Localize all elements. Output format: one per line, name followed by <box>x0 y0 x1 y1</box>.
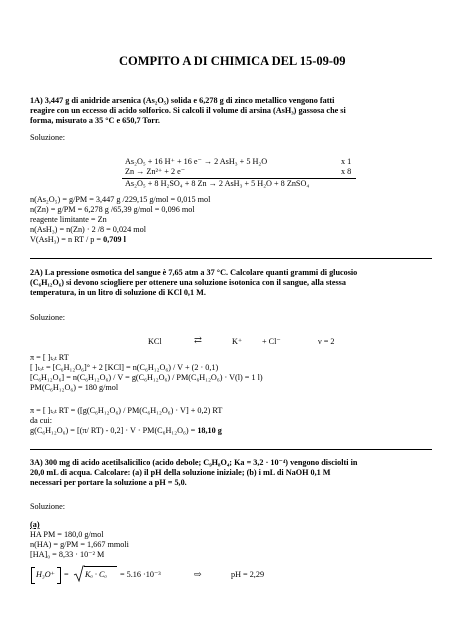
ex2-van-t-hoff-factor: ν = 2 <box>318 337 335 346</box>
ex2-soluzione-label: Soluzione: <box>30 313 66 322</box>
ex1-overall-reaction: As₂O₅ + 8 H₂SO₄ + 8 Zn → 2 AsH₃ + 5 H₂O + 8 ZnSO₄ <box>125 179 310 188</box>
ex3-h3o-label: H₃O⁺ <box>36 570 55 579</box>
ex1-soluzione-label: Soluzione: <box>30 133 66 142</box>
ex1-half-reaction-2: Zn → Zn²⁺ + 2 e⁻ <box>125 167 186 176</box>
ex1-question-line3: forma, misurato a 35 °C e 650,7 Torr. <box>30 116 160 125</box>
ex2-dissociation-kcl: KCl <box>148 337 162 346</box>
ex3-question-line1: 3A) 300 mg di acido acetilsalicilico (acido debole; C₉H₈O₄; Ka = 3,2 · 10⁻⁴) vengono disciolti in <box>30 458 358 467</box>
ex2-question-line2: (C₆H₁₂O₆) si devono sciogliere per ottenere una soluzione isotonica con il sangue, alla stessa <box>30 278 346 287</box>
ex1-line-3: reagente limitante = Zn <box>30 215 107 224</box>
ex3-soluzione-label: Soluzione: <box>30 502 66 511</box>
ex1-half-reaction-1: As₂O₅ + 16 H⁺ + 16 e⁻ → 2 AsH₃ + 5 H₂O <box>125 157 268 166</box>
separator-2 <box>30 449 432 450</box>
ex2-line-1: π = [ ]ₜₒₜ RT <box>30 353 69 362</box>
square-root-icon <box>73 565 85 583</box>
page-title: COMPITO A DI CHIMICA DEL 15-09-09 <box>119 54 346 68</box>
right-bracket-icon <box>57 567 61 584</box>
ex1-result: 0,709 l <box>103 235 126 244</box>
ex1-question-line2: reagire con un eccesso di acido solforico. Si calcoli il volume di arsina (AsH₃) gassosa che si <box>30 106 346 115</box>
ex1-multiplier-1: x 1 <box>341 157 352 166</box>
ex1-line-1: n(As₂O₅) = g/PM = 3,447 g /229,15 g/mol = 0,015 mol <box>30 195 211 204</box>
ex3-line-2: n(HA) = g/PM = 1,667 mmoli <box>30 540 129 549</box>
separator-1 <box>30 258 432 259</box>
ex1-line-2: n(Zn) = g/PM = 6,278 g /65,39 g/mol = 0,096 mol <box>30 205 195 214</box>
ex3-ph-result: pH = 2,29 <box>231 570 265 579</box>
arrow-right-icon: ⇨ <box>194 569 202 579</box>
left-bracket-icon <box>31 567 35 584</box>
ex3-question-line2: 20,0 mL di acqua. Calcolare: (a) il pH della soluzione iniziale; (b) i mL di NaOH 0,1 M <box>30 468 331 477</box>
ex3-h3o-value: = 5.16 ·10⁻³ <box>120 570 161 579</box>
ex3-equals: = <box>64 570 69 579</box>
ex1-line-5-text: V(AsH₃) = n RT / p = <box>30 235 104 244</box>
ex2-line-2: [ ]ₜₒₜ = [C₆H₁₂O₆]° + 2 [KCl] = n(C₆H₁₂O₆) / V + (2 · 0,1) <box>30 363 219 372</box>
ex2-line-5: π = [ ]ₜₒₜ RT = ([g(C₆H₁₂O₆) / PM(C₆H₁₂O₆) · V] + 0,2) RT <box>30 406 223 415</box>
ex3-line-1: HA PM = 180,0 g/mol <box>30 530 104 539</box>
ex2-line-4: PM(C₆H₁₂O₆) = 180 g/mol <box>30 383 119 392</box>
ex2-result: 18,10 g <box>197 426 222 435</box>
ex2-question-line1: 2A) La pressione osmotica del sangue è 7,65 atm a 37 °C. Calcolare quanti grammi di glucosio <box>30 268 358 277</box>
ex2-line-3: [C₆H₁₂O₆] = n(C₆H₁₂O₆) / V = g(C₆H₁₂O₆) / PM(C₆H₁₂O₆) · V(l) = 1 l) <box>30 373 263 382</box>
ex2-line-7 <box>30 426 222 436</box>
ex3-part-a-label: (a) <box>30 520 40 529</box>
ex1-line-5 <box>30 235 126 245</box>
ex2-line-6: da cui: <box>30 416 53 425</box>
ex3-ka-ca: Kₐ · Cₐ <box>85 570 107 579</box>
ex1-question-line1: 1A) 3,447 g di anidride arsenica (As₂O₅) solida e 6,278 g di zinco metallico vengono fatti <box>30 96 335 105</box>
ex2-line-7-text: g(C₆H₁₂O₆) = [(π/ RT) - 0,2] · V · PM(C₆H₁₂O₆) = <box>30 426 198 435</box>
ex2-question-line3: temperatura, in un litro di soluzione di KCl 0,1 M. <box>30 288 206 297</box>
ex3-line-3: [HA]₀ = 8,33 · 10⁻² M <box>30 550 105 559</box>
ex2-dissociation-k: K⁺ <box>232 337 243 346</box>
ex1-multiplier-2: x 8 <box>341 167 352 176</box>
root-overbar <box>84 566 117 567</box>
equilibrium-arrow-icon: ⇄ <box>194 336 202 346</box>
ex2-dissociation-cl: + Cl⁻ <box>262 337 281 346</box>
ex3-question-line3: necessari per portare la soluzione a pH = 5,0. <box>30 478 187 487</box>
ex1-line-4: n(AsH₃) = n(Zn) · 2 /8 = 0,024 mol <box>30 225 147 234</box>
